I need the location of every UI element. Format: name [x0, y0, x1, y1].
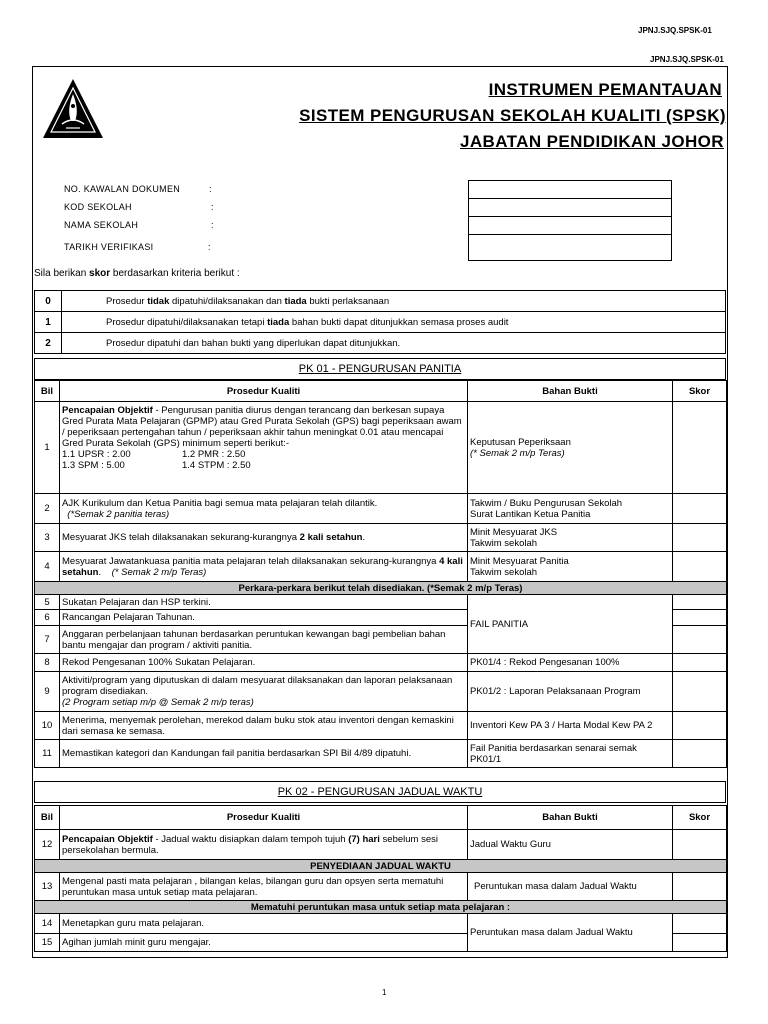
row-prosedur: Mengenal pasti mata pelajaran , bilangan kelas, bilangan guru dan opsyen serta mematuhi peruntukan masa untuk setiap mata pelajaran.: [60, 873, 468, 901]
score-row: [35, 312, 726, 333]
band-label: PENYEDIAAN JADUAL WAKTU: [35, 860, 727, 873]
row-prosedur: Mesyuarat Jawatankuasa panitia mata pelajaran telah dilaksanakan sekurang-kurangnya 4 kali setahun. (* Semak 2 m/p Teras): [60, 552, 468, 582]
table-row: [35, 654, 727, 672]
score-row: [35, 333, 726, 354]
row-bil: 13: [35, 873, 60, 901]
header-bil: Bil: [35, 806, 60, 830]
skor-cell[interactable]: [673, 873, 727, 901]
pk02-table: [34, 805, 727, 952]
field-colon: :: [208, 242, 211, 252]
table-row: [35, 740, 727, 768]
nama-sekolah-field[interactable]: [468, 216, 672, 235]
field-label-no-kawalan: NO. KAWALAN DOKUMEN: [64, 184, 181, 194]
row-bil: 3: [35, 524, 60, 552]
row-prosedur: Sukatan Pelajaran dan HSP terkini.: [60, 595, 468, 610]
field-label-tarikh: TARIKH VERIFIKASI: [64, 242, 154, 252]
table-row: [35, 830, 727, 860]
skor-cell[interactable]: [673, 740, 727, 768]
row-bil: 7: [35, 626, 60, 654]
header-skor: Skor: [673, 381, 727, 402]
doc-code-top: JPNJ.SJQ.SPSK-01: [638, 26, 712, 35]
row-bukti: Minit Mesyuarat Panitia Takwim sekolah: [468, 552, 673, 582]
table-row: [35, 494, 727, 524]
header-prosedur: Prosedur Kualiti: [60, 381, 468, 402]
score-row: [35, 291, 726, 312]
score-value: 1: [35, 312, 62, 333]
row-bil: 10: [35, 712, 60, 740]
band-label: Perkara-perkara berikut telah disediakan. (*Semak 2 m/p Teras): [35, 582, 727, 595]
row-bil: 1: [35, 402, 60, 494]
header-bukti: Bahan Bukti: [468, 806, 673, 830]
field-colon: :: [211, 202, 214, 212]
skor-cell[interactable]: [673, 402, 727, 494]
skor-cell[interactable]: [673, 654, 727, 672]
header-prosedur: Prosedur Kualiti: [60, 806, 468, 830]
row-bil: 6: [35, 610, 60, 626]
section-title-pk02: PK 02 - PENGURUSAN JADUAL WAKTU: [34, 781, 726, 803]
row-bukti: Peruntukan masa dalam Jadual Waktu: [468, 914, 673, 952]
skor-cell[interactable]: [673, 934, 727, 952]
row-bil: 14: [35, 914, 60, 934]
pk01-table: [34, 380, 727, 768]
row-bukti: PK01/2 : Laporan Pelaksanaan Program: [468, 672, 673, 712]
table-header-row: [35, 381, 727, 402]
row-prosedur: Menetapkan guru mata pelajaran.: [60, 914, 468, 934]
row-bukti: Minit Mesyuarat JKS Takwim sekolah: [468, 524, 673, 552]
skor-cell[interactable]: [673, 712, 727, 740]
row-bil: 9: [35, 672, 60, 712]
row-prosedur: Rancangan Pelajaran Tahunan.: [60, 610, 468, 626]
title-spsk: SISTEM PENGURUSAN SEKOLAH KUALITI (SPSK): [299, 106, 726, 125]
section-band: [35, 860, 727, 873]
table-row: [35, 873, 727, 901]
row-prosedur: Rekod Pengesanan 100% Sukatan Pelajaran.: [60, 654, 468, 672]
row-prosedur: Pencapaian Objektif - Jadual waktu disiapkan dalam tempoh tujuh (7) hari sebelum sesi persekolahan bermula.: [60, 830, 468, 860]
row-prosedur: Memastikan kategori dan Kandungan fail panitia berdasarkan SPI Bil 4/89 dipatuhi.: [60, 740, 468, 768]
skor-cell[interactable]: [673, 595, 727, 610]
table-row: [35, 672, 727, 712]
doc-code-frame: JPNJ.SJQ.SPSK-01: [650, 55, 724, 64]
table-row: [35, 402, 727, 494]
skor-cell[interactable]: [673, 830, 727, 860]
header-skor: Skor: [673, 806, 727, 830]
table-row: [35, 595, 727, 610]
no-kawalan-field[interactable]: [468, 180, 672, 199]
table-header-row: [35, 806, 727, 830]
table-row: [35, 712, 727, 740]
row-prosedur: Menerima, menyemak perolehan, merekod dalam buku stok atau inventori dengan kemaskini dari semasa ke semasa.: [60, 712, 468, 740]
score-description: Prosedur dipatuhi dan bahan bukti yang diperlukan dapat ditunjukkan.: [62, 333, 726, 354]
header-bil: Bil: [35, 381, 60, 402]
score-value: 0: [35, 291, 62, 312]
row-bukti: Takwim / Buku Pengurusan Sekolah Surat Lantikan Ketua Panitia: [468, 494, 673, 524]
row-prosedur: Agihan jumlah minit guru mengajar.: [60, 934, 468, 952]
row-bil: 12: [35, 830, 60, 860]
table-row: [35, 914, 727, 934]
row-bukti: Inventori Kew PA 3 / Harta Modal Kew PA 2: [468, 712, 673, 740]
row-bukti: PK01/4 : Rekod Pengesanan 100%: [468, 654, 673, 672]
row-bil: 5: [35, 595, 60, 610]
title-instrumen: INSTRUMEN PEMANTAUAN: [488, 80, 722, 99]
tarikh-verifikasi-field[interactable]: [468, 234, 672, 261]
skor-cell[interactable]: [673, 524, 727, 552]
skor-cell[interactable]: [673, 552, 727, 582]
row-bil: 8: [35, 654, 60, 672]
row-bukti: Fail Panitia berdasarkan senarai semak PK01/1: [468, 740, 673, 768]
row-bukti: FAIL PANITIA: [468, 595, 673, 654]
row-bukti: Peruntukan masa dalam Jadual Waktu: [468, 873, 673, 901]
section-band: [35, 901, 727, 914]
field-colon: :: [209, 184, 212, 194]
row-bukti: Jadual Waktu Guru: [468, 830, 673, 860]
title-jabatan: JABATAN PENDIDIKAN JOHOR: [460, 132, 724, 151]
skor-cell[interactable]: [673, 610, 727, 626]
table-row: [35, 524, 727, 552]
page-number: 1: [382, 988, 387, 997]
kod-sekolah-field[interactable]: [468, 198, 672, 217]
row-bil: 15: [35, 934, 60, 952]
field-colon: :: [211, 220, 214, 230]
skor-cell[interactable]: [673, 914, 727, 934]
jpnj-logo: [40, 76, 106, 142]
row-prosedur: Aktiviti/program yang diputuskan di dalam mesyuarat dilaksanakan dan laporan pelaksanaan program disediakan. (2 Program setiap m/p @ Semak 2 m/p teras): [60, 672, 468, 712]
row-prosedur: Pencapaian Objektif - Pengurusan panitia diurus dengan terancang dan berkesan supaya Gred Purata Mata Pelajaran (GPMP) atau Gred Purata Sekolah (GPS) bagi peperiksaan awam / peperiksaan pertengahan tahun / peperiksaan akhir tahun meningkat 0.01 atau mencapai Gred Purata Sekolah (GPS) minimum seperti berikut:- 1.1 UPSR : 2.00 1.2 PMR : 2.50 1.3 SPM : 5.00 1.4 STPM : 2.50: [60, 402, 468, 494]
row-prosedur: Anggaran perbelanjaan tahunan berdasarkan peruntukan kewangan bagi pembelian bahan bantu mengajar dan program / aktiviti panitia.: [60, 626, 468, 654]
table-row: [35, 552, 727, 582]
section-band: [35, 582, 727, 595]
row-bil: 11: [35, 740, 60, 768]
row-prosedur: Mesyuarat JKS telah dilaksanakan sekurang-kurangnya 2 kali setahun.: [60, 524, 468, 552]
score-description: Prosedur dipatuhi/dilaksanakan tetapi tiada bahan bukti dapat ditunjukkan semasa proses audit: [62, 312, 726, 333]
row-bil: 2: [35, 494, 60, 524]
score-value: 2: [35, 333, 62, 354]
field-label-nama-sekolah: NAMA SEKOLAH: [64, 220, 139, 230]
row-bil: 4: [35, 552, 60, 582]
section-title-pk01: PK 01 - PENGURUSAN PANITIA: [34, 358, 726, 380]
skor-cell[interactable]: [673, 494, 727, 524]
band-label: Mematuhi peruntukan masa untuk setiap mata pelajaran :: [35, 901, 727, 914]
row-bukti: Keputusan Peperiksaan (* Semak 2 m/p Teras): [468, 402, 673, 494]
field-label-kod-sekolah: KOD SEKOLAH: [64, 202, 132, 212]
score-instruction: Sila berikan skor berdasarkan kriteria berikut :: [34, 268, 240, 279]
score-description: Prosedur tidak dipatuhi/dilaksanakan dan tiada bukti perlaksanaan: [62, 291, 726, 312]
header-bukti: Bahan Bukti: [468, 381, 673, 402]
score-criteria-table: [34, 290, 726, 354]
skor-cell[interactable]: [673, 626, 727, 654]
row-prosedur: AJK Kurikulum dan Ketua Panitia bagi semua mata pelajaran telah dilantik. (*Semak 2 panitia teras): [60, 494, 468, 524]
skor-cell[interactable]: [673, 672, 727, 712]
